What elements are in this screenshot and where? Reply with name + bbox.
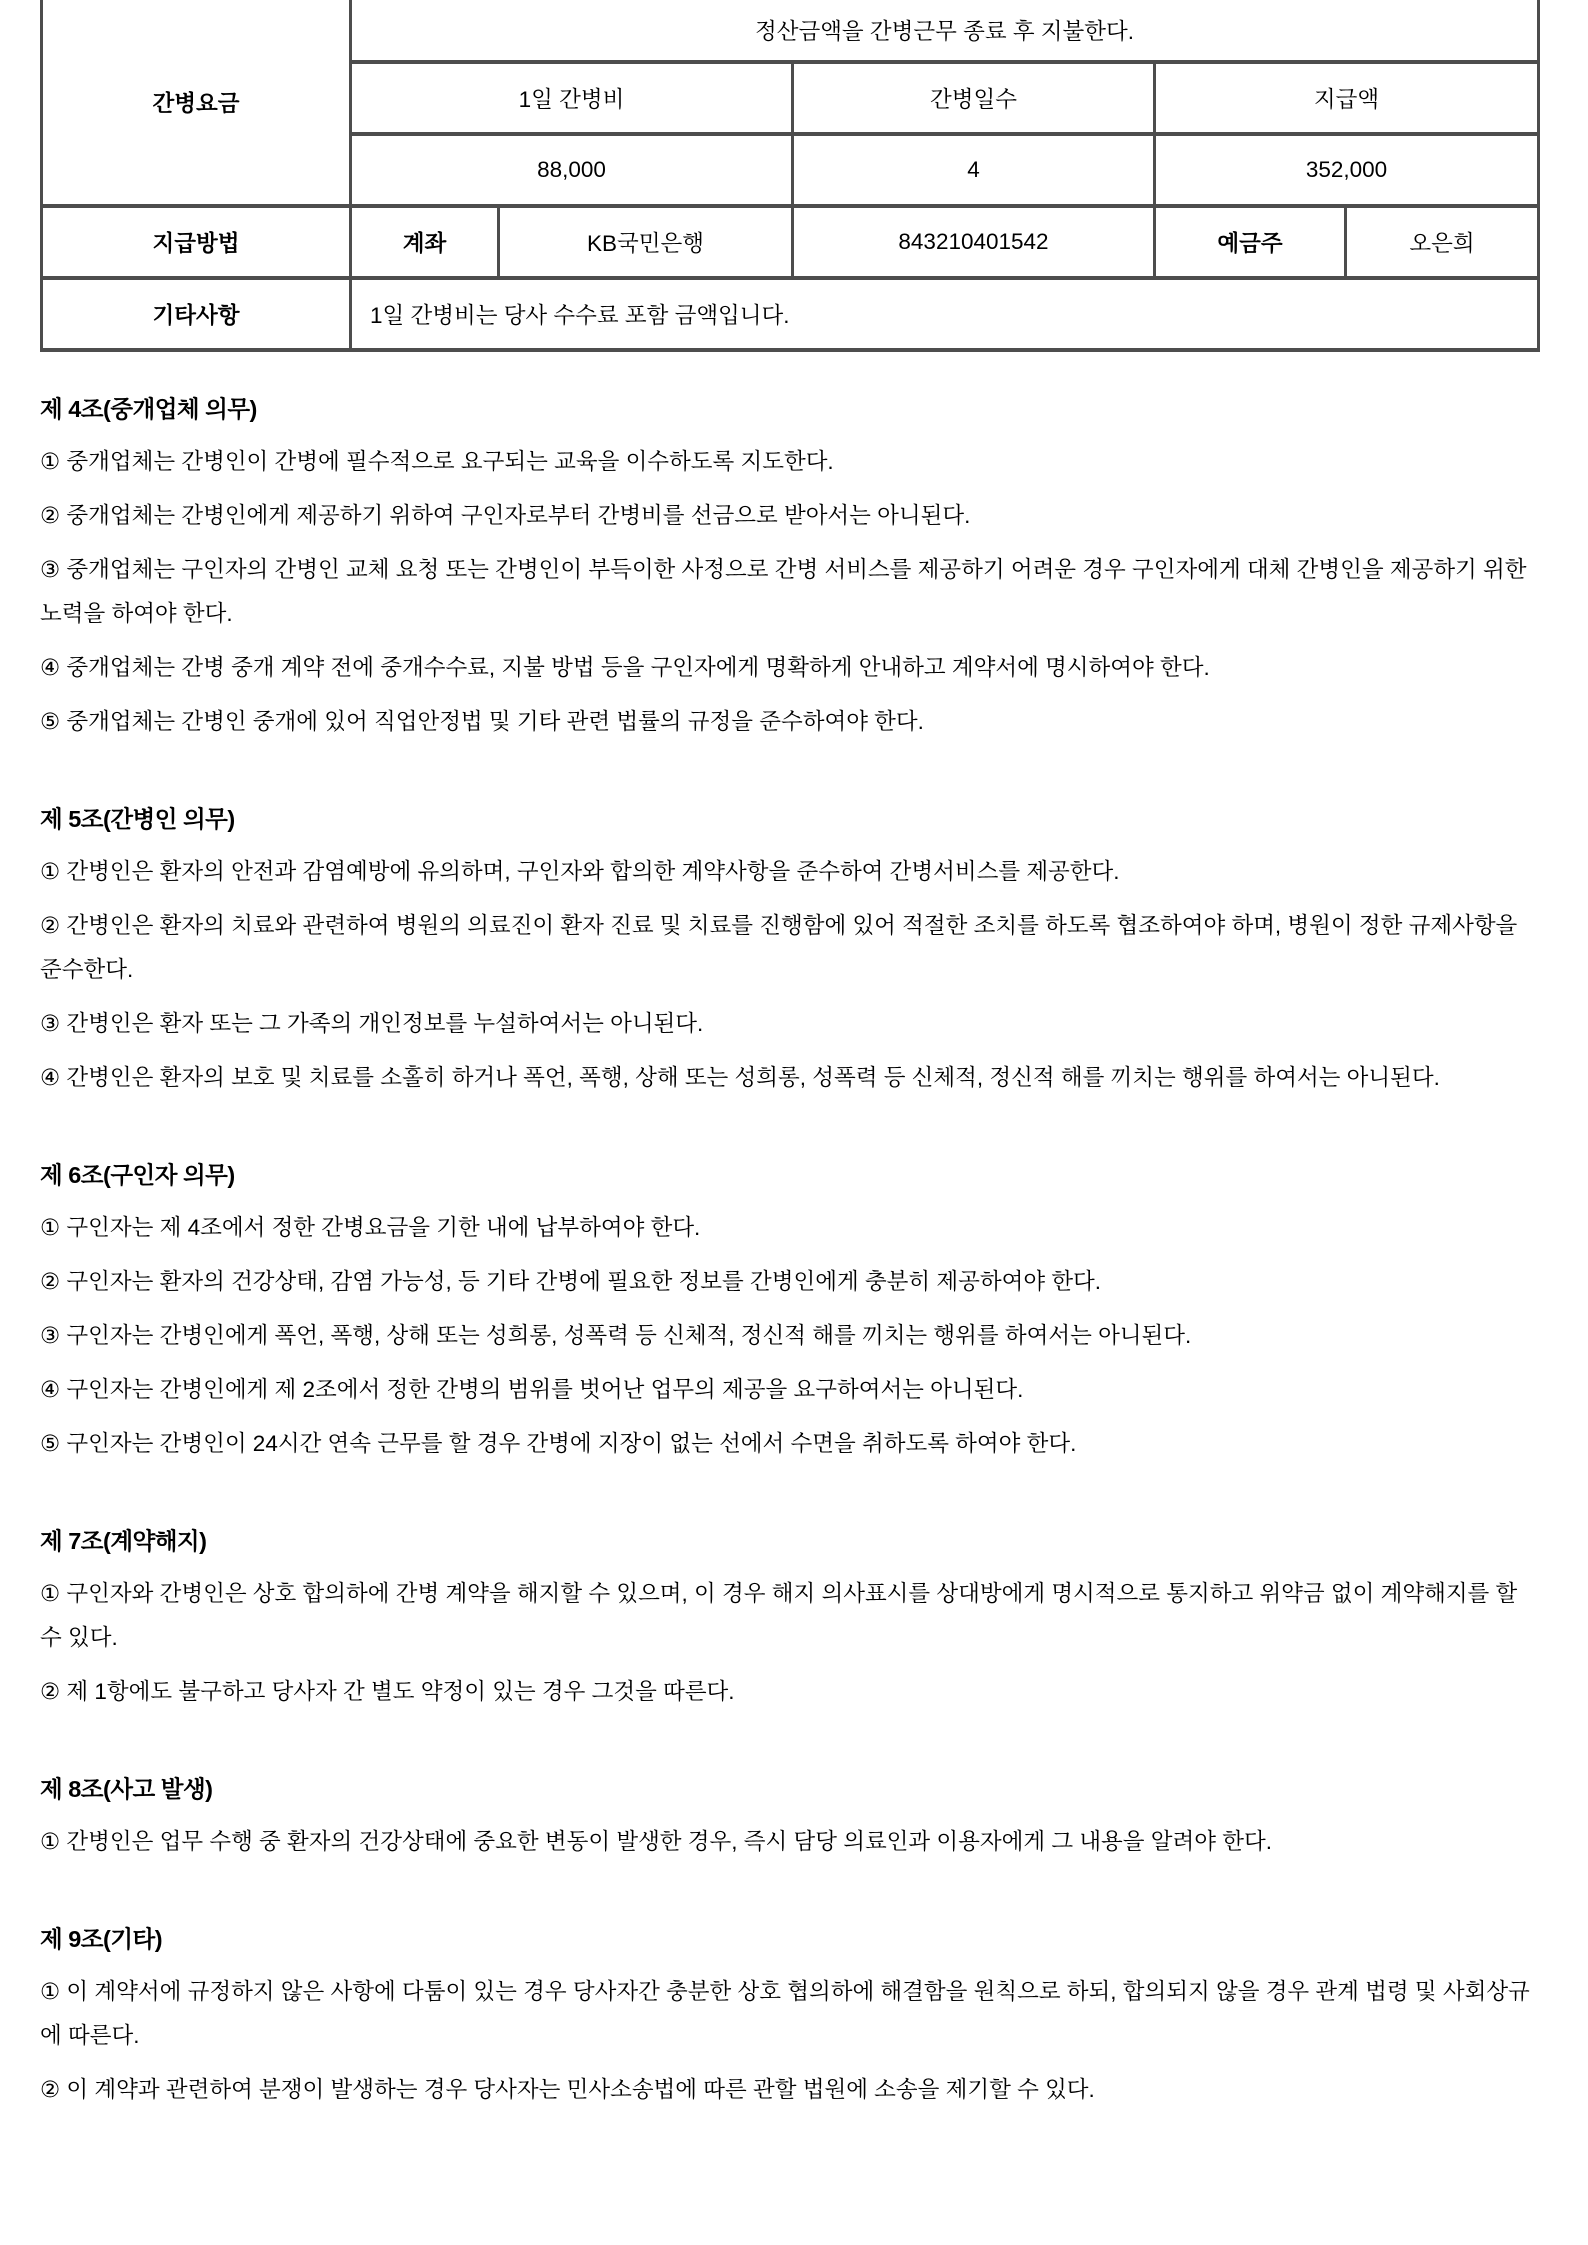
article-7-title: 제 7조(계약해지) — [40, 1528, 207, 1554]
clause-item: ④ 중개업체는 간병 중개 계약 전에 중개수수료, 지불 방법 등을 구인자에게 명확하게 안내하고 계약서에 명시하여야 한다. — [40, 655, 1210, 680]
clause-item: ③ 구인자는 간병인에게 폭언, 폭행, 상해 또는 성희롱, 성폭력 등 신체적, 정신적 해를 끼치는 행위를 하여서는 아니된다. — [40, 1323, 1192, 1348]
section-article-5 — [40, 802, 1542, 1100]
article-5-title: 제 5조(간병인 의무) — [40, 806, 235, 832]
article-6-title: 제 6조(구인자 의무) — [40, 1162, 235, 1188]
clause-item: ⑤ 중개업체는 간병인 중개에 있어 직업안정법 및 기타 관련 법률의 규정을 준수하여야 한다. — [40, 709, 924, 734]
payment-amount-header-cell: 지급액 — [1155, 62, 1539, 134]
clause-item: ① 간병인은 업무 수행 중 환자의 건강상태에 중요한 변동이 발생한 경우, 즉시 담당 의료인과 이용자에게 그 내용을 알려야 한다. — [40, 1829, 1272, 1854]
etc-note-cell: 1일 간병비는 당사 수수료 포함 금액입니다. — [351, 278, 1539, 350]
section-article-8 — [40, 1772, 1542, 1864]
clause-item: ④ 구인자는 간병인에게 제 2조에서 정한 간병의 범위를 벗어난 업무의 제공을 요구하여서는 아니된다. — [40, 1377, 1024, 1402]
settlement-note-cell: 정산금액을 간병근무 종료 후 지불한다. — [351, 0, 1539, 62]
clause-item: ④ 간병인은 환자의 보호 및 치료를 소홀히 하거나 폭언, 폭행, 상해 또는 성희롱, 성폭력 등 신체적, 정신적 해를 끼치는 행위를 하여서는 아니된다. — [40, 1065, 1440, 1090]
care-days-header-cell: 간병일수 — [793, 62, 1155, 134]
account-holder-label: 예금주 — [1155, 206, 1346, 278]
clause-item: ③ 간병인은 환자 또는 그 가족의 개인정보를 누설하여서는 아니된다. — [40, 1011, 704, 1036]
table-row-payment-method — [42, 206, 1539, 278]
section-article-6 — [40, 1158, 1542, 1466]
clause-item: ① 구인자는 제 4조에서 정한 간병요금을 기한 내에 납부하여야 한다. — [40, 1215, 701, 1240]
clause-item: ② 간병인은 환자의 치료와 관련하여 병원의 의료진이 환자 진료 및 치료를 진행함에 있어 적절한 조치를 하도록 협조하여야 하며, 병원이 정한 규제사항을 준수한다. — [40, 913, 1518, 982]
etc-label: 기타사항 — [42, 278, 351, 350]
care-days-value-cell: 4 — [793, 134, 1155, 206]
clause-item: ② 구인자는 환자의 건강상태, 감염 가능성, 등 기타 간병에 필요한 정보를 간병인에게 충분히 제공하여야 한다. — [40, 1269, 1102, 1294]
clause-item: ③ 중개업체는 구인자의 간병인 교체 요청 또는 간병인이 부득이한 사정으로 간병 서비스를 제공하기 어려운 경우 구인자에게 대체 간병인을 제공하기 위한 노력을 하여야 한다. — [40, 557, 1527, 626]
payment-amount-value-cell: 352,000 — [1155, 134, 1539, 206]
article-9-title: 제 9조(기타) — [40, 1926, 163, 1952]
payment-method-label: 지급방법 — [42, 206, 351, 278]
clause-item: ⑤ 구인자는 간병인이 24시간 연속 근무를 할 경우 간병에 지장이 없는 선에서 수면을 취하도록 하여야 한다. — [40, 1431, 1077, 1456]
clause-item: ① 이 계약서에 규정하지 않은 사항에 다툼이 있는 경우 당사자간 충분한 상호 협의하에 해결함을 원칙으로 하되, 합의되지 않을 경우 관계 법령 및 사회상규에 따른다. — [40, 1979, 1530, 2048]
clause-item: ② 이 계약과 관련하여 분쟁이 발생하는 경우 당사자는 민사소송법에 따른 관할 법원에 소송을 제기할 수 있다. — [40, 2077, 1095, 2102]
clause-item: ① 중개업체는 간병인이 간병에 필수적으로 요구되는 교육을 이수하도록 지도한다. — [40, 449, 834, 474]
bank-name-cell: KB국민은행 — [499, 206, 793, 278]
table-row-etc — [42, 278, 1539, 350]
daily-fee-value-cell: 88,000 — [351, 134, 793, 206]
account-number-cell: 843210401542 — [793, 206, 1155, 278]
care-fee-table — [40, 0, 1540, 352]
section-article-4 — [40, 392, 1542, 744]
account-label: 계좌 — [351, 206, 499, 278]
clause-item: ② 중개업체는 간병인에게 제공하기 위하여 구인자로부터 간병비를 선금으로 받아서는 아니된다. — [40, 503, 971, 528]
table-row-settlement — [42, 0, 1539, 62]
clause-item: ① 간병인은 환자의 안전과 감염예방에 유의하며, 구인자와 합의한 계약사항을 준수하여 간병서비스를 제공한다. — [40, 859, 1120, 884]
article-8-title: 제 8조(사고 발생) — [40, 1776, 213, 1802]
daily-fee-header-cell: 1일 간병비 — [351, 62, 793, 134]
care-fee-section-label: 간병요금 — [42, 0, 351, 206]
section-article-7 — [40, 1524, 1542, 1714]
account-holder-name-cell: 오은희 — [1346, 206, 1539, 278]
article-4-title: 제 4조(중개업체 의무) — [40, 396, 257, 422]
clause-item: ② 제 1항에도 불구하고 당사자 간 별도 약정이 있는 경우 그것을 따른다. — [40, 1679, 735, 1704]
clause-item: ① 구인자와 간병인은 상호 합의하에 간병 계약을 해지할 수 있으며, 이 경우 해지 의사표시를 상대방에게 명시적으로 통지하고 위약금 없이 계약해지를 할 수 있다. — [40, 1581, 1518, 1650]
section-article-9 — [40, 1922, 1542, 2112]
